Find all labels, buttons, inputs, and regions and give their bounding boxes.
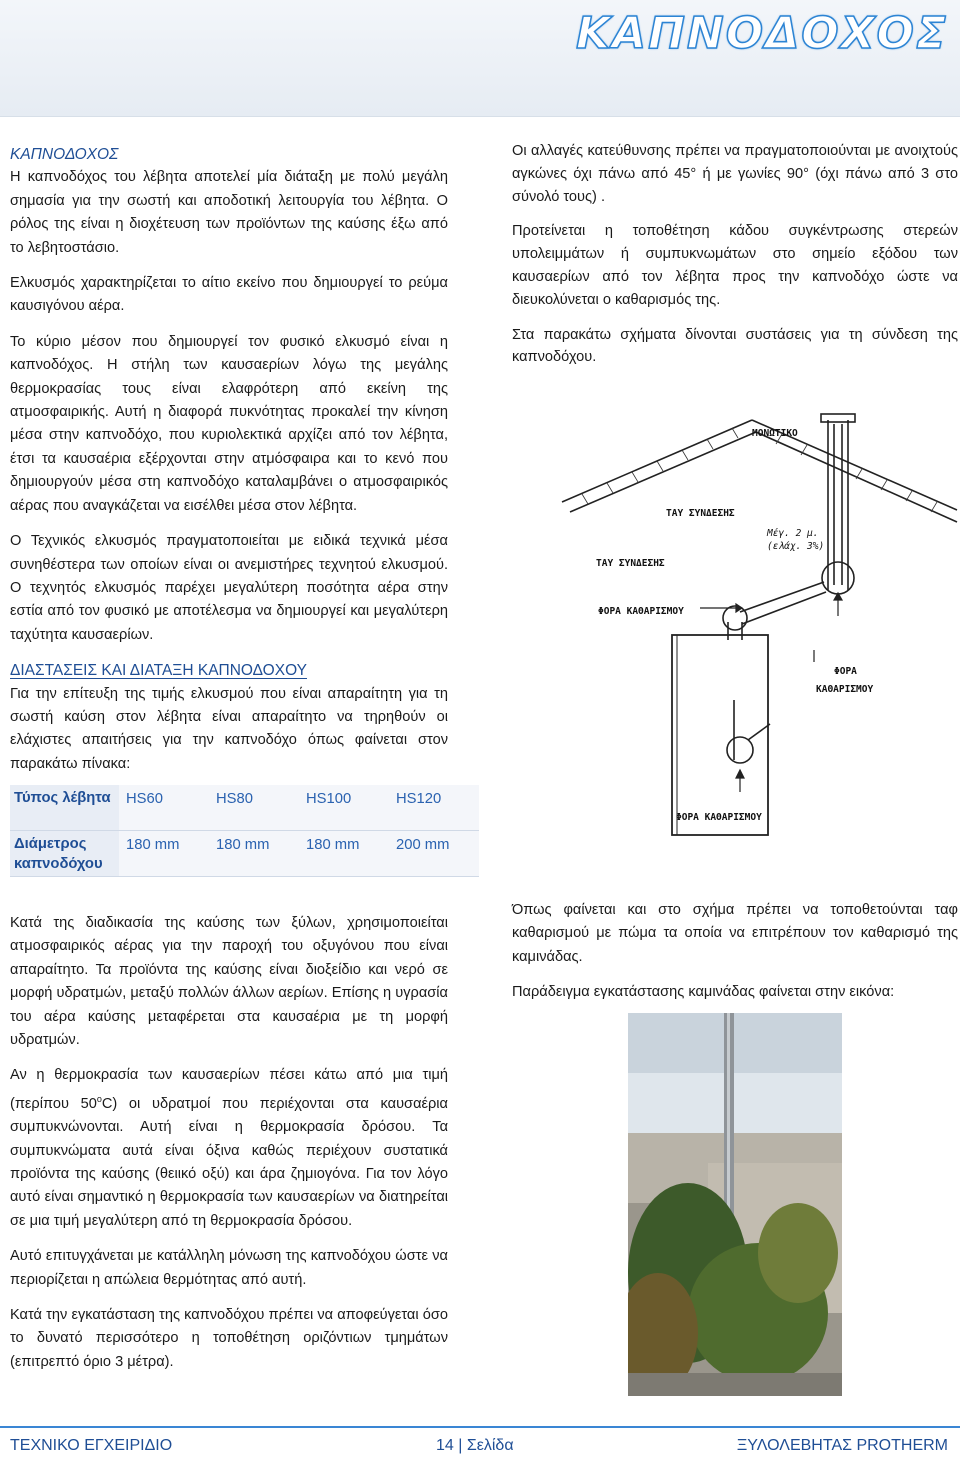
paragraph-combustion: Κατά της διαδικασία της καύσης των ξύλων, χρησιμοποιείται ατμοσφαιρικός αέρας για την παροχή του οξυγόνου που είναι απαραίτητο. Τα προϊόντα της καύσης είναι διοξείδιο και νερό σε μορφή υδρατμών, μεταξύ πολλών άλλων αερίων. Επίσης η υγρασία του αέρα καύσης μεταφέρεται στα καυσαέρια με τη μορφή υδρατμών.: [10, 915, 448, 1049]
table-cell: 180 mm: [299, 831, 389, 877]
paragraph-dew-point: Αν η θερμοκρασία των καυσαερίων πέσει κάτω από μια τιμή (περίπου $50^oC$) οι υδρατμοί που περιέχονται στα καυσαέρια συμπυκνώνονται. Αυτή είναι η θερμοκρασία δρόσου. Τα συμπυκνώματα αυτά είναι όξινα καθώς περιέχουν συστατικά προϊόντα της καύσης (θειικό οξύ) και άρα ζημιογόνα. Για τον λόγο αυτό είναι σημαντικό η θερμοκρασία των καυσαερίων να διατηρείται σε μια τιμή μεγαλύτερη από τη θερμοκρασία δρόσου.: [10, 1067, 448, 1229]
paragraph-insulation: Αυτό επιτυγχάνεται με κατάλληλη μόνωση της καπνοδόχου ώστε να περιορίζεται η απώλεια θερμότητας από αυτή.: [10, 1248, 448, 1288]
footer-product-name: ΞΥΛΟΛΕΒΗΤΑΣ PROTHERM: [736, 1437, 948, 1454]
paragraph-residue-bin: Προτείνεται η τοποθέτηση κάδου συγκέντρωσης στερεών υπολειμμάτων ή συμπυκνωμάτων στο σημείο εξόδου των καυσαερίων από τον λέβητα προς την καπνοδόχο ώστε να διευκολύνεται ο καθαρισμός της.: [512, 223, 958, 308]
label-cleaning-direction: ΦΟΡΑ: [834, 666, 857, 677]
paragraph-natural-draft: Το κύριο μέσον που δημιουργεί τον φυσικό ελκυσμό είναι η καπνοδόχος. Η στήλη των καυσαερίων λόγω της μεγάλης θερμοκρασίας τους είναι ελαφρότερη από εκείνη της ατμοσφαιρικής. Αυτή η διαφορά πυκνότητας προκαλεί την κίνηση μέσα στην καπνοδόχο, που κυριολεκτικά αρχίζει από τον λέβητα, έτσι τα καυσαέρια εξέρχονται στην ατμόσφαιρα και το κενό που δημιουργούν μέσα στη καπνοδόχο καταλαμβάνει ο ατμοσφαιρικός αέρας που αναγκάζεται να εισέλθει μέσα στον λέβητα.: [10, 333, 448, 514]
right-column-bottom: [512, 899, 958, 1005]
left-column-bottom: [10, 912, 448, 1374]
table-row: [10, 785, 479, 831]
label-connection-tee: ΤΑΥ ΣΥΝΔΕΣΗΣ: [666, 508, 735, 519]
table-cell: HS80: [209, 785, 299, 831]
page-header-title: ΚΑΠΝΟΔΟΧΟΣ: [575, 8, 948, 59]
paragraph-diagram-intro: Στα παρακάτω σχήματα δίνονται συστάσεις για τη σύνδεση της καπνοδόχου.: [512, 326, 958, 366]
table-cell: 180 mm: [119, 831, 209, 877]
chimney-spec-table: [10, 785, 479, 877]
paragraph-technical-draft: Ο Τεχνικός ελκυσμός πραγματοποιείται με ειδικά τεχνικά μέσα συνηθέστερα των οποίων είναι οι ανεμιστήρες τεχνητού ελκυσμού. Ο τεχνητός ελκυσμός παρέχει μεγαλύτερη ποσότητα αέρα στην εστία από τον φυσικό με αποτέλεσμα να δημιουργεί και μεγαλύτερη ταχύτητα καυσαερίων.: [10, 533, 448, 643]
label-connection-tee: ΤΑΥ ΣΥΝΔΕΣΗΣ: [596, 558, 665, 569]
chimney-installation-photo: [628, 1013, 842, 1396]
section-title-chimney: ΚΑΠΝΟΔΟΧΟΣ: [10, 146, 119, 163]
paragraph-horizontal-limit: Κατά την εγκατάσταση της καπνοδόχου πρέπει να αποφεύγεται όσο το δυνατό περισσότερο η τοποθέτηση οριζόντιων τμημάτων (επιτρεπτό όριο 3 μέτρα).: [10, 1306, 448, 1370]
footer-divider: [0, 1426, 960, 1428]
table-cell: 200 mm: [389, 831, 479, 877]
paragraph-cleaning-caps: Όπως φαίνεται και στο σχήμα πρέπει να τοποθετούνται ταφ καθαρισμού με πώμα τα οποία να επιτρέπουν τον καθαρισμό της καμινάδας.: [512, 902, 958, 965]
row-head-boiler-type: Τύπος λέβητα: [10, 785, 119, 831]
footer-page-number: 14 | Σελίδα: [436, 1437, 514, 1454]
paragraph-intro: Η καπνοδόχος του λέβητα αποτελεί μία διάταξη με πολύ μεγάλη σημασία για την σωστή και αποδοτική λειτουργία του λέβητα. Ο ρόλος της είναι η διοχέτευση των προϊόντων της καύσης έξω από το λεβητοστάσιο.: [10, 169, 448, 256]
table-cell: HS100: [299, 785, 389, 831]
table-cell: HS60: [119, 785, 209, 831]
section-title-dimensions: ΔΙΑΣΤΑΣΕΙΣ ΚΑΙ ΔΙΑΤΑΞΗ ΚΑΠΝΟΔΟΧΟΥ: [10, 662, 307, 680]
table-cell: HS120: [389, 785, 479, 831]
table-row: [10, 831, 479, 877]
paragraph-direction-changes: Οι αλλαγές κατεύθυνσης πρέπει να πραγματοποιούνται με ανοιχτούς αγκώνες όχι πάνω από 45° ή με γωνίες 90° (όχι πάνω από 3 στο σύνολό τους) .: [512, 143, 958, 205]
paragraph-example-photo: Παράδειγμα εγκατάστασης καμινάδας φαίνεται στην εικόνα:: [512, 984, 895, 1001]
chimney-connection-diagram: [512, 400, 958, 850]
label-max-length: Μέγ. 2 μ.: [767, 528, 819, 539]
footer-manual-title: ΤΕΧΝΙΚΟ ΕΓΧΕΙΡΙΔΙΟ: [10, 1437, 173, 1454]
label-insulation: ΜΟΝΩΤΙΚΟ: [752, 428, 798, 439]
left-column-top: [10, 143, 448, 776]
label-cleaning-direction: ΚΑΘΑΡΙΣΜΟΥ: [816, 684, 874, 695]
row-head-chimney-diameter: Διάμετρος καπνοδόχου: [10, 831, 119, 877]
paragraph-draft-definition: Ελκυσμός χαρακτηρίζεται το αίτιο εκείνο που δημιουργεί το ρεύμα καυσιγόνου αέρα.: [10, 275, 448, 315]
table-cell: 180 mm: [209, 831, 299, 877]
label-cleaning-direction: ΦΟΡΑ ΚΑΘΑΡΙΣΜΟΥ: [676, 812, 762, 823]
right-column-top: [512, 140, 958, 369]
paragraph-requirements: Για την επίτευξη της τιμής ελκυσμού που είναι απαραίτητη για τη σωστή καύση στον λέβητα είναι απαραίτητο να τηρηθούν οι ελάχιστες απαιτήσεις για την καπνοδόχο όπως φαίνεται στον παρακάτω πίνακα:: [10, 685, 448, 772]
label-cleaning-direction: ΦΟΡΑ ΚΑΘΑΡΙΣΜΟΥ: [598, 606, 684, 617]
label-min-slope: (ελάχ. 3%): [767, 541, 825, 552]
